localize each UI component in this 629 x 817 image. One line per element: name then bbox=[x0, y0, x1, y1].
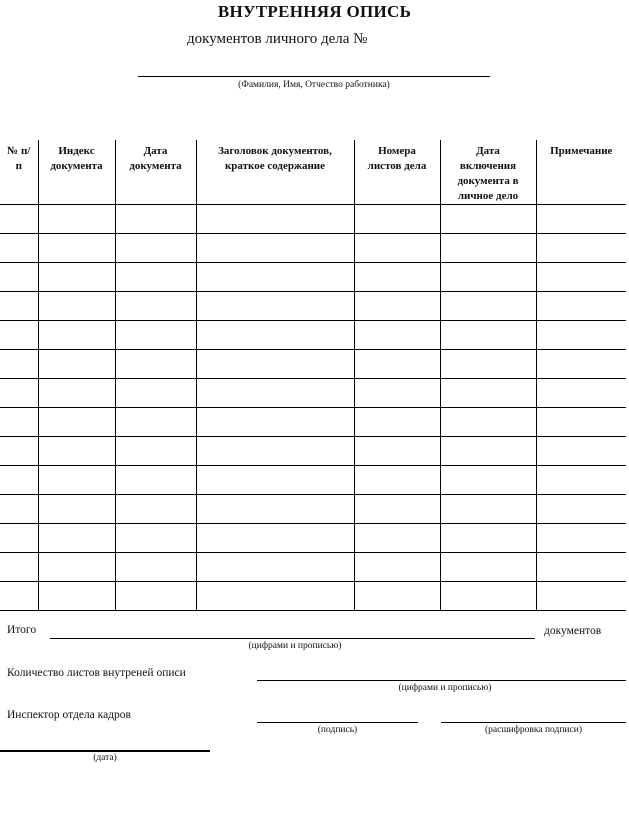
table-cell-note[interactable] bbox=[536, 495, 626, 524]
table-cell-number[interactable] bbox=[0, 350, 38, 379]
table-row bbox=[0, 205, 626, 234]
employee-name-line[interactable] bbox=[138, 76, 490, 77]
table-cell-inclusion-date[interactable] bbox=[440, 495, 536, 524]
table-row bbox=[0, 437, 626, 466]
date-line[interactable] bbox=[0, 750, 210, 752]
table-cell-inclusion-date[interactable] bbox=[440, 408, 536, 437]
table-cell-note[interactable] bbox=[536, 524, 626, 553]
table-cell-sheet-numbers[interactable] bbox=[354, 553, 440, 582]
table-cell-inclusion-date[interactable] bbox=[440, 524, 536, 553]
table-cell-inclusion-date[interactable] bbox=[440, 292, 536, 321]
table-cell-title[interactable] bbox=[196, 379, 354, 408]
table-cell-number[interactable] bbox=[0, 466, 38, 495]
table-cell-note[interactable] bbox=[536, 205, 626, 234]
table-cell-title[interactable] bbox=[196, 408, 354, 437]
table-cell-date[interactable] bbox=[115, 582, 196, 611]
table-cell-sheet-numbers[interactable] bbox=[354, 582, 440, 611]
table-cell-inclusion-date[interactable] bbox=[440, 263, 536, 292]
total-label: Итого bbox=[7, 624, 37, 636]
decoding-caption: (расшифровка подписи) bbox=[485, 725, 582, 735]
table-cell-sheet-numbers[interactable] bbox=[354, 292, 440, 321]
table-cell-date[interactable] bbox=[115, 205, 196, 234]
table-header-row bbox=[0, 140, 626, 205]
table-row bbox=[0, 553, 626, 582]
table-cell-date[interactable] bbox=[115, 350, 196, 379]
table-cell-title[interactable] bbox=[196, 321, 354, 350]
table-cell-note[interactable] bbox=[536, 437, 626, 466]
table-cell-index[interactable] bbox=[38, 350, 115, 379]
decoding-line[interactable] bbox=[441, 722, 626, 723]
table-cell-inclusion-date[interactable] bbox=[440, 466, 536, 495]
column-header-note: Примечание bbox=[536, 140, 626, 205]
table-cell-note[interactable] bbox=[536, 292, 626, 321]
total-line[interactable] bbox=[50, 638, 535, 639]
table-cell-index[interactable] bbox=[38, 205, 115, 234]
table-cell-number[interactable] bbox=[0, 205, 38, 234]
table-row bbox=[0, 321, 626, 350]
table-row bbox=[0, 292, 626, 321]
table-cell-inclusion-date[interactable] bbox=[440, 437, 536, 466]
employee-name-caption: (Фамилия, Имя, Отчество работника) bbox=[238, 80, 390, 90]
table-row bbox=[0, 582, 626, 611]
table-cell-sheet-numbers[interactable] bbox=[354, 205, 440, 234]
table-cell-sheet-numbers[interactable] bbox=[354, 437, 440, 466]
table-cell-index[interactable] bbox=[38, 263, 115, 292]
table-cell-note[interactable] bbox=[536, 379, 626, 408]
table-cell-number[interactable] bbox=[0, 263, 38, 292]
table-cell-note[interactable] bbox=[536, 553, 626, 582]
table-cell-title[interactable] bbox=[196, 524, 354, 553]
table-cell-date[interactable] bbox=[115, 495, 196, 524]
sheets-count-label: Количество листов внутреней описи bbox=[7, 667, 186, 679]
table-cell-number[interactable] bbox=[0, 582, 38, 611]
table-cell-index[interactable] bbox=[38, 408, 115, 437]
table-cell-date[interactable] bbox=[115, 321, 196, 350]
table-cell-number[interactable] bbox=[0, 321, 38, 350]
table-cell-date[interactable] bbox=[115, 292, 196, 321]
table-cell-note[interactable] bbox=[536, 466, 626, 495]
table-cell-number[interactable] bbox=[0, 437, 38, 466]
table-cell-index[interactable] bbox=[38, 582, 115, 611]
table-cell-number[interactable] bbox=[0, 292, 38, 321]
table-cell-number[interactable] bbox=[0, 495, 38, 524]
signature-caption: (подпись) bbox=[317, 725, 358, 735]
table-cell-note[interactable] bbox=[536, 263, 626, 292]
table-cell-title[interactable] bbox=[196, 553, 354, 582]
table-cell-date[interactable] bbox=[115, 553, 196, 582]
inspector-label: Инспектор отдела кадров bbox=[7, 709, 131, 721]
table-cell-title[interactable] bbox=[196, 292, 354, 321]
table-cell-note[interactable] bbox=[536, 350, 626, 379]
table-cell-date[interactable] bbox=[115, 408, 196, 437]
table-cell-inclusion-date[interactable] bbox=[440, 582, 536, 611]
table-cell-title[interactable] bbox=[196, 350, 354, 379]
inventory-table bbox=[0, 140, 626, 611]
table-row bbox=[0, 466, 626, 495]
table-cell-date[interactable] bbox=[115, 263, 196, 292]
table-cell-note[interactable] bbox=[536, 408, 626, 437]
table-cell-number[interactable] bbox=[0, 234, 38, 263]
table-cell-inclusion-date[interactable] bbox=[440, 205, 536, 234]
table-cell-index[interactable] bbox=[38, 292, 115, 321]
table-cell-sheet-numbers[interactable] bbox=[354, 408, 440, 437]
table-cell-inclusion-date[interactable] bbox=[440, 553, 536, 582]
column-header-number: № п/п bbox=[0, 140, 38, 205]
table-cell-title[interactable] bbox=[196, 582, 354, 611]
column-header-inclusion-date: Дата включения документа в личное дело bbox=[440, 140, 536, 205]
table-row bbox=[0, 495, 626, 524]
table-row bbox=[0, 379, 626, 408]
table-cell-number[interactable] bbox=[0, 379, 38, 408]
table-cell-index[interactable] bbox=[38, 466, 115, 495]
table-cell-index[interactable] bbox=[38, 524, 115, 553]
table-cell-date[interactable] bbox=[115, 234, 196, 263]
table-cell-index[interactable] bbox=[38, 553, 115, 582]
document-subtitle: документов личного дела № bbox=[187, 31, 368, 47]
table-cell-index[interactable] bbox=[38, 321, 115, 350]
table-cell-sheet-numbers[interactable] bbox=[354, 495, 440, 524]
table-cell-inclusion-date[interactable] bbox=[440, 234, 536, 263]
table-cell-number[interactable] bbox=[0, 553, 38, 582]
table-row bbox=[0, 263, 626, 292]
column-header-sheet-numbers: Номера листов дела bbox=[354, 140, 440, 205]
table-cell-number[interactable] bbox=[0, 524, 38, 553]
table-cell-title[interactable] bbox=[196, 234, 354, 263]
sheets-count-line[interactable] bbox=[257, 680, 626, 681]
table-cell-sheet-numbers[interactable] bbox=[354, 466, 440, 495]
table-cell-sheet-numbers[interactable] bbox=[354, 350, 440, 379]
document-title: ВНУТРЕННЯЯ ОПИСЬ bbox=[217, 2, 412, 21]
table-cell-inclusion-date[interactable] bbox=[440, 321, 536, 350]
table-cell-number[interactable] bbox=[0, 408, 38, 437]
table-cell-note[interactable] bbox=[536, 321, 626, 350]
sheets-count-caption: (цифрами и прописью) bbox=[398, 683, 492, 693]
table-cell-date[interactable] bbox=[115, 437, 196, 466]
table-cell-date[interactable] bbox=[115, 524, 196, 553]
table-row bbox=[0, 350, 626, 379]
table-cell-index[interactable] bbox=[38, 234, 115, 263]
signature-line[interactable] bbox=[257, 722, 418, 723]
table-cell-date[interactable] bbox=[115, 379, 196, 408]
table-cell-title[interactable] bbox=[196, 466, 354, 495]
column-header-title: Заголовок документов, краткое содержание bbox=[196, 140, 354, 205]
table-cell-index[interactable] bbox=[38, 379, 115, 408]
table-cell-sheet-numbers[interactable] bbox=[354, 263, 440, 292]
table-cell-inclusion-date[interactable] bbox=[440, 379, 536, 408]
table-cell-note[interactable] bbox=[536, 234, 626, 263]
table-cell-title[interactable] bbox=[196, 263, 354, 292]
table-cell-index[interactable] bbox=[38, 495, 115, 524]
table-cell-index[interactable] bbox=[38, 437, 115, 466]
table-row bbox=[0, 524, 626, 553]
column-header-date: Дата документа bbox=[115, 140, 196, 205]
table-cell-title[interactable] bbox=[196, 205, 354, 234]
table-cell-sheet-numbers[interactable] bbox=[354, 379, 440, 408]
column-header-index: Индекс документа bbox=[38, 140, 115, 205]
table-row bbox=[0, 408, 626, 437]
table-cell-note[interactable] bbox=[536, 582, 626, 611]
table-cell-sheet-numbers[interactable] bbox=[354, 524, 440, 553]
table-cell-sheet-numbers[interactable] bbox=[354, 321, 440, 350]
table-cell-title[interactable] bbox=[196, 437, 354, 466]
date-caption: (дата) bbox=[93, 753, 117, 763]
table-cell-title[interactable] bbox=[196, 495, 354, 524]
table-cell-date[interactable] bbox=[115, 466, 196, 495]
table-cell-inclusion-date[interactable] bbox=[440, 350, 536, 379]
table-row bbox=[0, 234, 626, 263]
table-cell-sheet-numbers[interactable] bbox=[354, 234, 440, 263]
total-suffix: документов bbox=[544, 625, 602, 637]
total-caption: (цифрами и прописью) bbox=[248, 641, 342, 651]
